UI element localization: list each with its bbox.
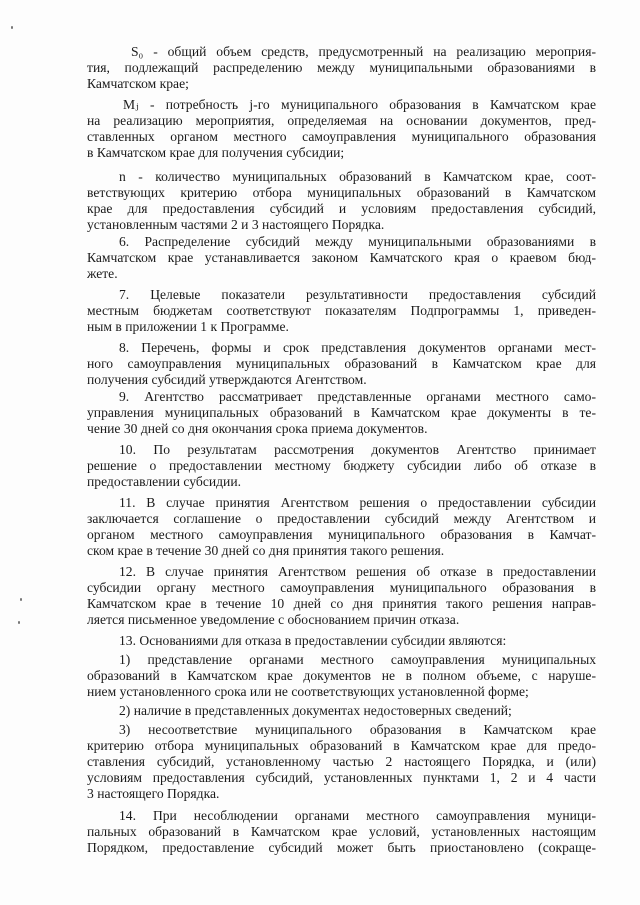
text-line: Камчатском крае в течение 10 дней со дня принятия такого решения направ- [87,596,596,611]
text-line: нием установленного срока или не соответствующих установленной форме; [87,684,529,699]
text-line: Mⱼ - потребность j-го муниципального образования в Камчатском крае [123,97,596,112]
text-line: 7. Целевые показатели результативности предоставления субсидий [119,287,596,302]
text-line: 1) представление органами местного самоуправления муниципальных [119,652,596,667]
scan-speck [18,621,20,624]
text-line: крае для предоставления субсидий и условиям предоставления субсидий, [87,201,596,216]
text-line: предоставлении субсидии. [87,474,241,489]
text-line: 6. Распределение субсидий между муниципальными образованиями в [119,234,596,249]
text-line: 14. При несоблюдении органами местного самоуправления муници- [119,808,596,823]
text-line: 12. В случае принятия Агентством решения об отказе в предоставлении [119,564,596,579]
text-line: 8. Перечень, формы и срок представления документов органами мест- [119,340,596,355]
text-line: 9. Агентство рассматривает представленные органами местного само- [119,389,596,404]
text-line: 3 настоящего Порядка. [87,786,220,801]
text-line: ставления субсидий, установленному частью 2 настоящего Порядка, и (или) [87,754,596,769]
text-line: пальных образований в Камчатском крае условий, установленных настоящим [87,824,596,839]
scan-speck [20,598,22,601]
text-line: органом местного самоуправления муниципального образования в Камчат- [87,527,596,542]
text-line: 11. В случае принятия Агентством решения о предоставлении субсидии [119,495,596,510]
text-line: Камчатском крае устанавливается законом Камчатского края о краевом бюд- [87,250,596,265]
text-line: установленным частями 2 и 3 настоящего Порядка. [87,217,385,232]
text-line: решение о предоставлении местному бюджету субсидии либо об отказе в [87,458,596,473]
text-line: ставленных органом местного самоуправления муниципального образования [87,129,596,144]
text-line: образований в Камчатском крае документов не в полном объеме, с наруше- [87,668,596,683]
text-line: чение 30 дней со дня окончания срока приема документов. [87,421,428,436]
text-line: тия, подлежащий распределению между муниципальными образованиями в [87,60,596,75]
text-line: S₀ - общий объем средств, предусмотренный на реализацию мероприя- [131,44,596,59]
text-line: получения субсидий утверждаются Агентством. [87,372,367,387]
text-line: ного самоуправления муниципальных образований в Камчатском крае для [87,356,596,371]
text-line: ветствующих критерию отбора муниципальных образований в Камчатском [87,185,596,200]
text-line: жете. [87,266,118,281]
text-line: 13. Основаниями для отказа в предоставлении субсидии являются: [119,633,507,648]
text-line: условиям предоставления субсидий, установленных пунктами 1, 2 и 4 части [87,770,596,785]
text-line: ным в приложении 1 к Программе. [87,319,289,334]
text-line: 3) несоответствие муниципального образования в Камчатском крае [119,722,596,737]
text-line: местным бюджетам соответствуют показателям Подпрограммы 1, приведен- [87,303,596,318]
text-line: Камчатском крае; [87,76,189,91]
text-line: управления муниципальных образований в Камчатском крае документы в те- [87,405,596,420]
text-line: на реализацию мероприятия, определяемая на основании документов, пред- [87,113,596,128]
text-line: Порядком, предоставление субсидий может быть приостановлено (сокраще- [87,840,596,855]
text-line: 10. По результатам рассмотрения документов Агентство принимает [119,442,596,457]
text-line: ском крае в течение 30 дней со дня принятия такого решения. [87,543,445,558]
text-line: в Камчатском крае для получения субсидии; [87,145,345,160]
text-line: критерию отбора муниципальных образований в Камчатском крае для предо- [87,738,596,753]
text-line: ляется письменное уведомление с обоснованием причин отказа. [87,612,460,627]
text-line: n - количество муниципальных образований в Камчатском крае, соот- [119,169,596,184]
text-line: 2) наличие в представленных документах недостоверных сведений; [119,703,512,718]
text-line: заключается соглашение о предоставлении субсидий между Агентством и [87,511,596,526]
text-line: субсидии органу местного самоуправления муниципального образования в [87,580,596,595]
scan-speck [11,26,13,29]
